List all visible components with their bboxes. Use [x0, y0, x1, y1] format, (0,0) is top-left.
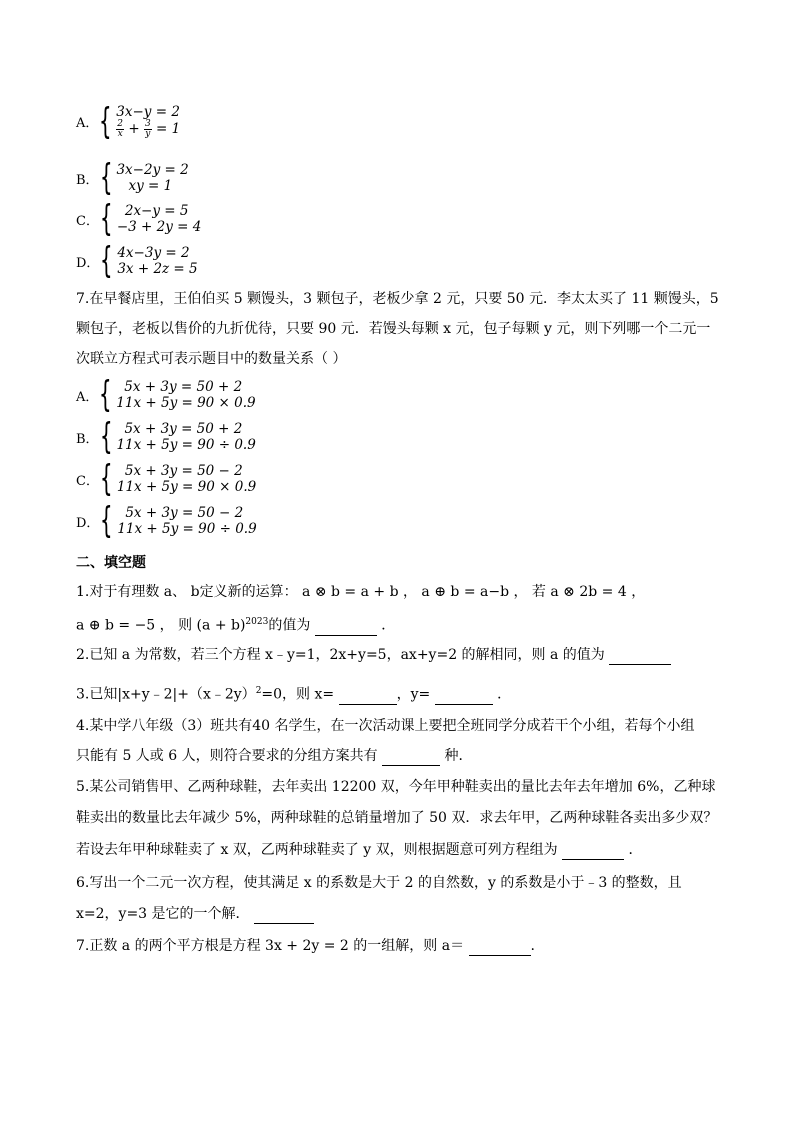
equation: 3x + 2z = 5: [117, 261, 198, 277]
equation: 3x−y = 2: [116, 104, 180, 120]
fill-q6-line-1: 6.写出一个二元一次方程，使其满足 x 的系数是大于 2 的自然数，y 的系数是小于﹣3 的整数，且: [76, 875, 682, 891]
brace: {: [99, 416, 113, 457]
brace: {: [99, 458, 113, 499]
equation: 5x + 3y = 50 + 2: [124, 379, 243, 395]
fraction: $\frac{2}{x}$: [117, 119, 124, 139]
equation: 5x + 3y = 50 − 2: [125, 505, 244, 521]
fill-q7: 7.正数 a 的两个平方根是方程 3x + 2y = 2 的一组解，则 a＝ .: [76, 938, 535, 954]
fill-q4-line-2: 只能有 5 人或 6 人，则符合要求的分组方案共有 种．: [76, 748, 473, 764]
option-c: [76, 198, 202, 239]
q7-option-b: [76, 416, 256, 457]
equation-system: [117, 505, 256, 537]
q7-option-c: [76, 458, 257, 499]
fill-q1-line-1: 1.对于有理数 a、 b定义新的运算： a ⊗ b = a + b ， a ⊕ b = a−b ， 若 a ⊗ 2b = 4 ，: [76, 584, 646, 600]
option-label: B．: [76, 431, 99, 447]
option-d: [76, 240, 198, 281]
equation: 4x−3y = 2: [117, 245, 190, 261]
question-7-line-1: 7.在早餐店里，王伯伯买 5 颗馒头，3 颗包子，老板少拿 2 元，只要 50 元．李太太买了 11 颗馒头，5: [76, 291, 719, 307]
brace: {: [99, 374, 112, 415]
brace: {: [99, 198, 113, 239]
fill-q3: 3.已知|x+y﹣2|+（x﹣2y）$^2$=0，则 x= ，y= ．: [76, 686, 512, 703]
option-label: D．: [76, 515, 100, 531]
fill-q5-line-2: 鞋卖出的数量比去年减少 5%，两种球鞋的总销量增加了 50 双．求去年甲，乙两种球鞋各卖出多少双？: [76, 810, 718, 826]
section-heading: 二、填空题: [76, 555, 146, 571]
equation-system: [116, 379, 255, 411]
answer-blank-y[interactable]: [435, 690, 493, 705]
fill-q1-line-2: a ⊕ b = −5 ， 则 $(a + b)^{2023}$的值为 ．: [76, 617, 396, 634]
fill-q5-line-3: 若设去年甲种球鞋卖了 x 双，乙两种球鞋卖了 y 双，则根据题意可列方程组为 ．: [76, 842, 643, 858]
fill-q4-line-1: 4.某中学八年级（3）班共有40 名学生，在一次活动课上要把全班同学分成若干个小组，若每个小组: [76, 718, 695, 734]
option-label: C．: [76, 213, 99, 229]
question-7-line-2: 颗包子，老板以售价的九折优待，只要 90 元．若馒头每颗 x 元，包子每颗 y 元，则下列哪一个二元一: [76, 321, 711, 337]
answer-blank-x[interactable]: [339, 690, 397, 705]
equation: 11x + 5y = 90 ÷ 0.9: [116, 437, 256, 453]
equation-system: [117, 245, 197, 277]
equation: −3 + 2y = 4: [116, 219, 202, 235]
equation: 11x + 5y = 90 ÷ 0.9: [117, 521, 257, 537]
brace: {: [99, 157, 113, 198]
answer-blank[interactable]: [562, 845, 624, 860]
equation: 3x−2y = 2: [116, 162, 189, 178]
equation-system: [116, 104, 180, 139]
answer-blank[interactable]: [315, 621, 377, 636]
equation: $\frac{2}{x}$ + $\frac{3}{y}$ = 1: [117, 119, 181, 139]
option-label: A．: [76, 116, 99, 131]
option-label: A．: [76, 389, 99, 405]
option-label: C．: [76, 473, 99, 489]
equation: 11x + 5y = 90 × 0.9: [116, 479, 257, 495]
brace: {: [100, 500, 114, 541]
answer-blank[interactable]: [469, 941, 531, 956]
fill-q2: 2.已知 a 为常数，若三个方程 x﹣y=1，2x+y=5，ax+y=2 的解相同，则 a 的值为: [76, 645, 671, 665]
equation-system: [117, 203, 202, 235]
brace: {: [99, 100, 112, 142]
fraction: $\frac{3}{y}$: [144, 119, 151, 139]
equation-system: [116, 162, 188, 194]
answer-blank[interactable]: [609, 650, 671, 665]
option-label: D．: [76, 255, 100, 271]
answer-blank[interactable]: [382, 751, 440, 766]
q7-option-d: [76, 500, 257, 541]
equation: 2x−y = 5: [124, 203, 189, 219]
equation: 5x + 3y = 50 − 2: [124, 463, 243, 479]
fill-q5-line-1: 5.某公司销售甲、乙两种球鞋，去年卖出 12200 双，今年甲种鞋卖出的量比去年去年增加 6%，乙种球: [76, 779, 716, 795]
option-label: B．: [76, 172, 99, 188]
equation: xy = 1: [128, 178, 173, 194]
equation-system: [117, 463, 256, 495]
equation: 11x + 5y = 90 × 0.9: [116, 395, 256, 411]
q7-option-a: [76, 374, 256, 415]
question-7-line-3: 次联立方程式可表示题目中的数量关系（ ）: [76, 351, 347, 367]
equation: 5x + 3y = 50 + 2: [124, 421, 243, 437]
option-b: [76, 157, 189, 198]
fill-q6-line-2: x=2，y=3 是它的一个解．: [76, 904, 314, 924]
answer-blank[interactable]: [254, 909, 314, 924]
equation-system: [116, 421, 255, 453]
brace: {: [100, 240, 114, 281]
option-a: [76, 100, 181, 142]
